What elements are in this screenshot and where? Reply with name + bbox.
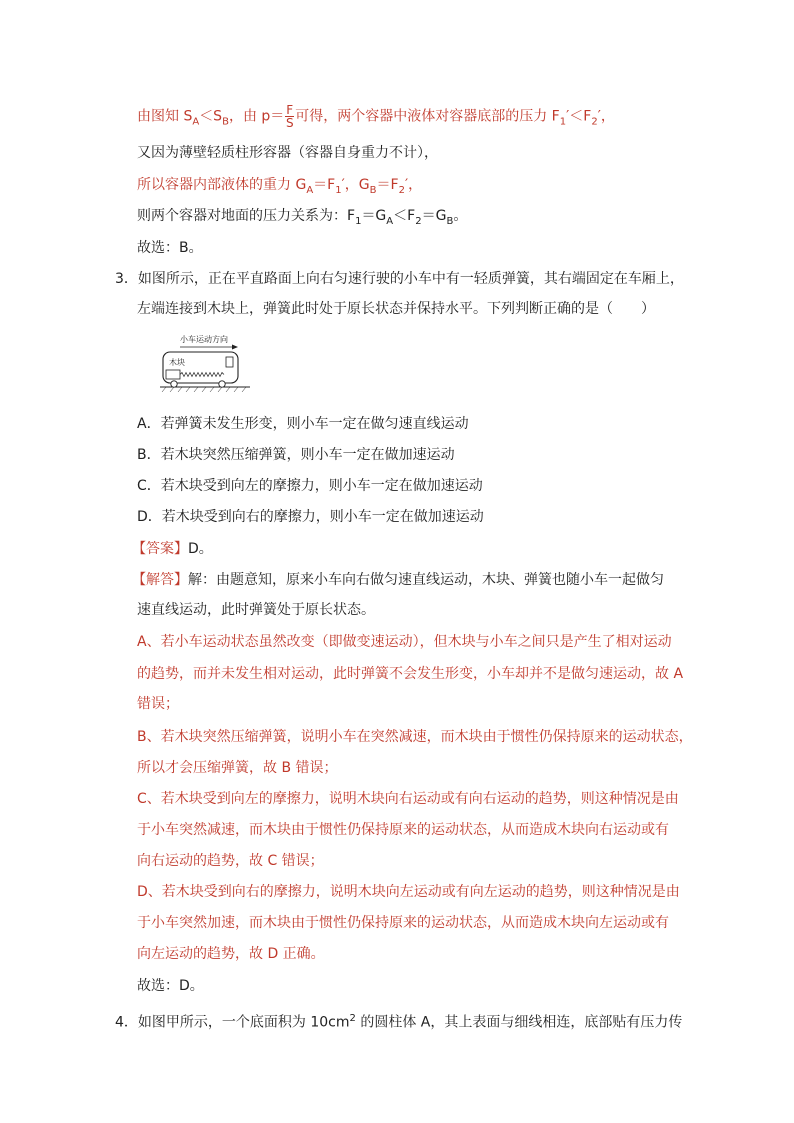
q3-c-line2: 于小车突然减速，而木块由于惯性仍保持原来的运动状态，从而造成木块向右运动或有 — [137, 822, 669, 838]
pressure-fraction: $\frac{F}{S}$ — [285, 103, 294, 130]
q3-b-line2: 所以才会压缩弹簧，故 B 错误； — [137, 760, 338, 776]
q3-option-c: C．若木块受到向左的摩擦力，则小车一定在做加速运动 — [137, 478, 483, 494]
q3-b-line1: B、若木块突然压缩弹簧，说明小车在突然减速，而木块由于惯性仍保持原来的运动状态， — [137, 729, 693, 745]
q3-option-b: B．若木块突然压缩弹簧，则小车一定在做加速运动 — [137, 447, 455, 463]
q3-option-a: A．若弹簧未发生形变，则小车一定在做匀速直线运动 — [137, 416, 469, 432]
q4-stem: 4．如图甲所示，一个底面积为 $10cm^2$ 的圆柱体 A，其上表面与细线相连，底部贴有压力传 — [115, 1013, 683, 1031]
q3-c-line1: C、若木块受到向左的摩擦力，说明木块向右运动或有向右运动的趋势，则这种情况是由 — [137, 791, 679, 807]
answer-tag: 【答案】 — [132, 541, 188, 557]
q4-number: 4． — [115, 1014, 138, 1031]
direction-arrow-head — [232, 345, 238, 350]
q3-d-line2: 于小车突然加速，而木块由于惯性仍保持原来的运动状态，从而造成木块向左运动或有 — [137, 915, 669, 931]
q3-answer: 【答案】D。 — [132, 541, 213, 557]
left-wheel — [171, 381, 177, 387]
cart-window — [226, 357, 233, 367]
q3-explain-line2: 速直线运动，此时弹簧处于原长状态。 — [137, 602, 375, 618]
q3-d-line3: 向左运动的趋势，故 D 正确。 — [137, 946, 325, 962]
prev-solution-line2: 又因为薄壁轻质柱形容器（容器自身重力不计）， — [137, 145, 438, 161]
q3-number: 3． — [115, 271, 138, 287]
right-wheel — [219, 381, 225, 387]
explain-tag: 【解答】 — [132, 572, 188, 588]
prev-solution-final: 故选：B。 — [137, 240, 203, 256]
q3-c-line3: 向右运动的趋势，故 C 错误； — [137, 853, 324, 869]
ground-hatch — [162, 387, 246, 392]
q3-a-line2: 的趋势，而并未发生相对运动，此时弹簧不会发生形变，小车却并不是做匀速运动，故 A — [137, 666, 684, 682]
q3-option-d: D．若木块受到向右的摩擦力，则小车一定在做加速运动 — [137, 509, 484, 525]
q3-a-line1: A、若小车运动状态虽然改变（即做变速运动），但木块与小车之间只是产生了相对运动 — [137, 634, 672, 650]
q3-stem-line2: 左端连接到木块上，弹簧此时处于原长状态并保持水平。下列判断正确的是（ ） — [137, 301, 655, 317]
cart-spring-figure — [160, 334, 250, 392]
prev-solution-line1: 由图知 $S_A<S_B$，由 p＝ $\frac{F}{S}$ 可得，两个容器中液体对容器底部的压力 $F_1'<F_2'$， — [137, 103, 615, 130]
q3-d-line1: D、若木块受到向右的摩擦力，说明木块向左运动或有向左运动的趋势，则这种情况是由 — [137, 884, 680, 900]
q3-stem-line1: 3．如图所示，正在平直路面上向右匀速行驶的小车中有一轻质弹簧，其右端固定在车厢上， — [115, 271, 684, 287]
q3-final: 故选：D。 — [137, 978, 204, 994]
q3-a-line3: 错误； — [137, 696, 179, 712]
prev-solution-line4: 则两个容器对地面的压力关系为：$F_1=G_A<F_2=G_B$。 — [137, 208, 468, 227]
prev-solution-line3: 所以容器内部液体的重力 $G_A=F_1'$，$G_B=F_2'$， — [137, 177, 423, 196]
block-label: 木块 — [169, 358, 185, 367]
wood-block — [166, 370, 180, 379]
direction-label: 小车运动方向 — [180, 335, 228, 344]
spring — [180, 373, 224, 377]
q3-explain-line1: 【解答】解：由题意知，原来小车向右做匀速直线运动，木块、弹簧也随小车一起做匀 — [132, 572, 664, 588]
